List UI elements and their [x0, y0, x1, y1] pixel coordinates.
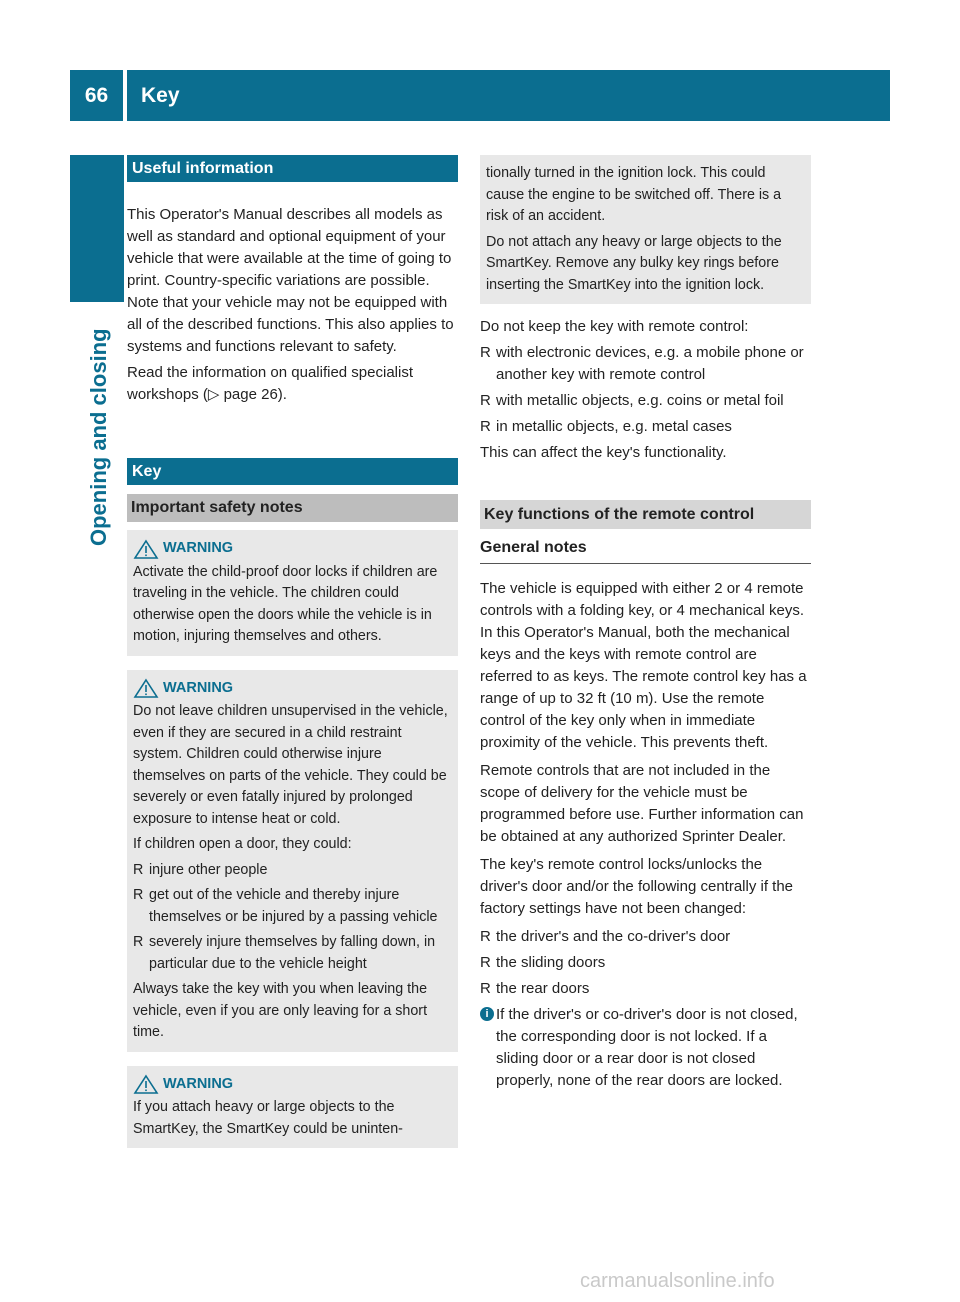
list-item: R the rear doors	[480, 978, 811, 1000]
warning-triangle-icon	[133, 678, 159, 698]
side-tab-marker	[70, 155, 124, 302]
key-functions-heading: Key functions of the remote control	[480, 500, 811, 529]
bullet-icon: R	[480, 392, 491, 409]
info-icon: i	[480, 1007, 494, 1021]
warning-text: Do not leave children unsupervised in the vehicle, even if they are secured in a child restraint system. Children could otherwise injure themselves on parts of the vehicle. They could be severely or even fatally injured by prolonged exposure to intense heat or cold.	[133, 703, 448, 827]
info-text: If the driver's or co-driver's door is not closed, the corresponding door is not locked. If a sliding door or a rear door is not closed properly, none of the rear doors are locked.	[496, 1006, 798, 1089]
warning-text: If children open a door, they could:	[133, 836, 352, 852]
warning-text: Activate the child-proof door locks if children are traveling in the vehicle. The children could otherwise open the doors while the vehicle is in motion, injuring themselves and others.	[133, 563, 438, 644]
warning-box-1	[127, 530, 458, 656]
warning-text: Do not attach any heavy or large objects to the SmartKey. Remove any bulky key rings before inserting the SmartKey into the ignition lock.	[486, 233, 782, 293]
bullet-icon: R	[480, 928, 491, 945]
list-item: R in metallic objects, e.g. metal cases	[480, 416, 811, 438]
warning-text: If you attach heavy or large objects to the SmartKey, the SmartKey could be uninten-	[133, 1099, 403, 1137]
info-note	[480, 1004, 811, 1092]
key-heading: Key	[127, 458, 458, 485]
bullet-icon: R	[480, 344, 491, 361]
bullet-icon: R	[133, 934, 144, 950]
page-number: 66	[84, 84, 109, 107]
list-item: R severely injure themselves by falling down, in particular due to the vehicle height	[133, 934, 436, 972]
useful-info-paragraph: This Operator's Manual describes all models as well as standard and optional equipment of your vehicle that were available at the time of going to print. Country-specific variations are possible. Note that your vehicle may not be equipped with all of the described functions. This also applies to systems and functions relevant to safety.	[127, 206, 454, 355]
header-divider	[123, 70, 127, 121]
warning-box-3-continued	[480, 155, 811, 304]
left-column	[127, 155, 458, 1148]
warning-box-3	[127, 1066, 458, 1149]
list-item: R injure other people	[133, 860, 452, 882]
list-item: R the driver's and the co-driver's door	[480, 926, 811, 948]
watermark: carmanualsonline.info	[580, 1270, 775, 1292]
warning-text: Always take the key with you when leaving the vehicle, even if you are only leaving for a short time.	[133, 981, 428, 1040]
list-item: R with metallic objects, e.g. coins or metal foil	[480, 390, 811, 412]
general-notes-paragraph: The vehicle is equipped with either 2 or 4 remote controls with a folding key, or 4 mechanical keys. In this Operator's Manual, both the mechanical keys and the keys with remote control are referred to as keys. The remote control key has a range of up to 32 ft (10 m). Use the remote control of the key only when in immediate proximity of the vehicle. This prevents theft.	[480, 580, 807, 751]
warning-text: tionally turned in the ignition lock. This could cause the engine to be switched off. There is a risk of an accident.	[486, 165, 782, 224]
warning-triangle-icon	[133, 539, 159, 559]
specialist-workshop-paragraph: Read the information on qualified specialist workshops (▷ page 26).	[127, 364, 414, 403]
warning-box-2	[127, 670, 458, 1052]
side-section-label: Opening and closing	[86, 328, 111, 546]
warning-label: WARNING	[163, 1075, 234, 1092]
useful-info-heading: Useful information	[127, 155, 458, 182]
list-item: R get out of the vehicle and thereby injure themselves or be injured by a passing vehicle	[133, 887, 438, 925]
general-notes-paragraph: The key's remote control locks/unlocks the driver's door and/or the following centrally if the factory settings have not been changed:	[480, 856, 794, 917]
list-item: R the sliding doors	[480, 952, 811, 974]
bullet-icon: R	[480, 980, 491, 997]
bullet-icon: R	[133, 861, 144, 878]
warning-triangle-icon	[133, 1074, 159, 1094]
bullet-icon: R	[133, 887, 144, 903]
warning-label: WARNING	[163, 540, 234, 556]
general-notes-heading: General notes	[480, 537, 811, 564]
right-column	[480, 155, 811, 1092]
list-item: R with electronic devices, e.g. a mobile phone or another key with remote control	[480, 344, 804, 383]
remote-outro-text: This can affect the key's functionality.	[480, 444, 727, 461]
warning-label: WARNING	[163, 679, 234, 696]
bullet-icon: R	[480, 954, 491, 971]
general-notes-paragraph: Remote controls that are not included in the scope of delivery for the vehicle must be programmed before use. Further information can be obtained at any authorized Sprinter Dealer.	[480, 762, 804, 845]
bullet-icon: R	[480, 418, 491, 435]
remote-intro-text: Do not keep the key with remote control:	[480, 318, 749, 335]
safety-notes-heading: Important safety notes	[127, 494, 458, 522]
header-bar	[70, 70, 890, 121]
page-title: Key	[141, 84, 180, 107]
